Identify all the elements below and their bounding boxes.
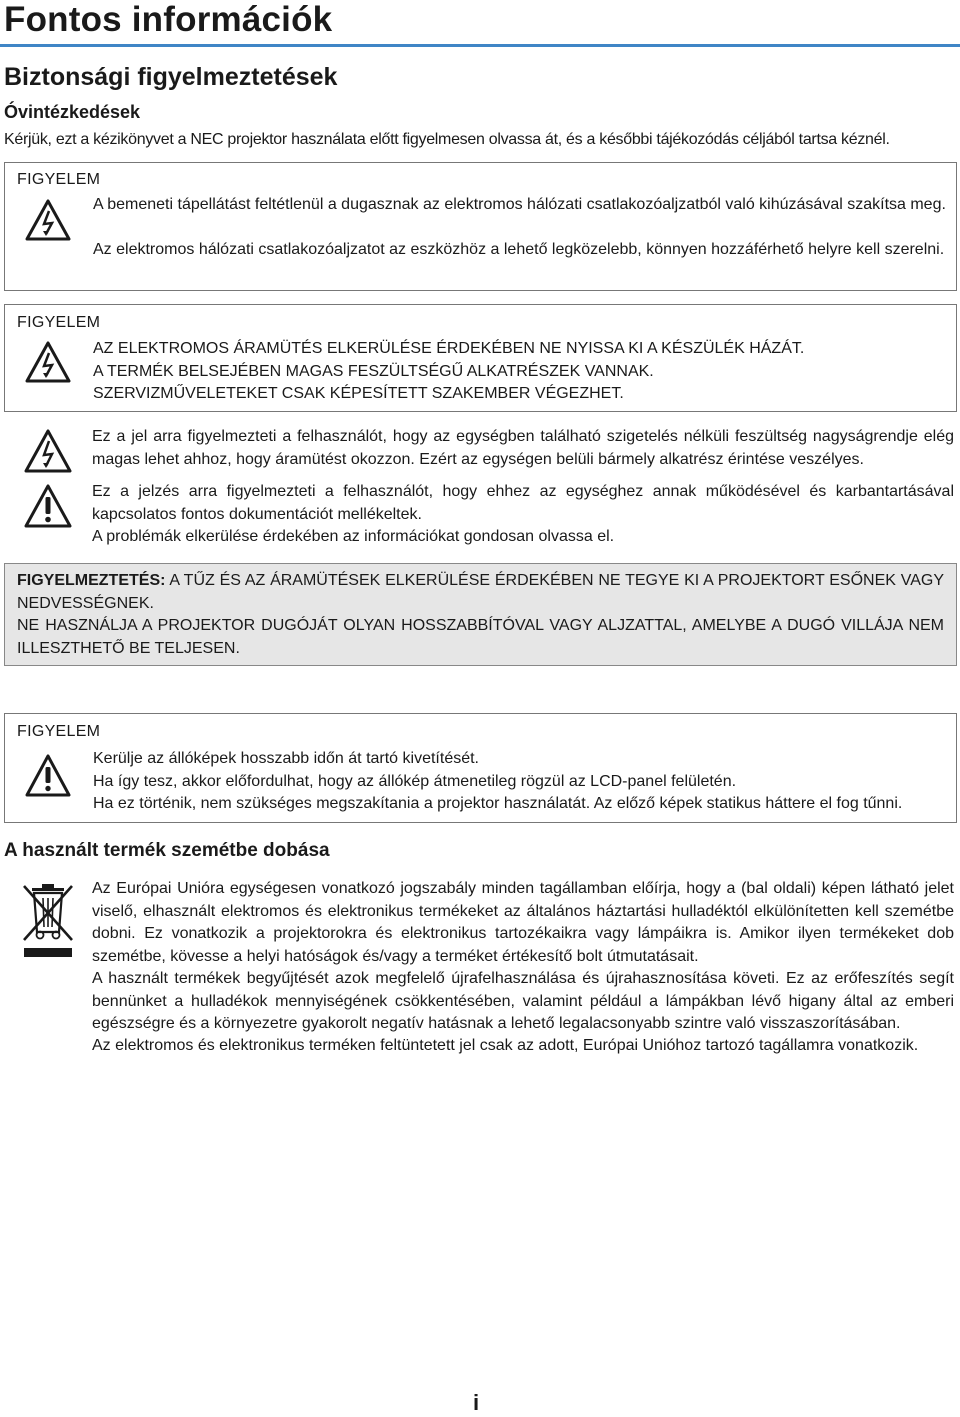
disposal-paragraph-2: A használt termékek begyűjtését azok megfelelő újrafelhasználása és újrahasznosítása követi. Ez az erőfeszítés segít bennünket a hulladékok mennyiségének csökkentésében, valamint például a lámpákban lévő higany által az emberi egészségre és a környezetre gyakorolt negatív hatásnak a lehető legalacsonyabb szintre való visszaszorításában. <box>92 970 954 1032</box>
caution-text-1: AZ ELEKTROMOS ÁRAMÜTÉS ELKERÜLÉSE ÉRDEKÉBEN NE NYISSA KI A KÉSZÜLÉK HÁZÁT. <box>93 340 805 357</box>
subsection-heading: Óvintézkedések <box>4 102 141 122</box>
exclamation-warning-icon <box>25 754 71 798</box>
caution-text-3: Ha ez történik, nem szükséges megszakítania a projektor használatát. Az előző képek statikus háttere el fog tűnni. <box>93 795 903 812</box>
fire-shock-warning-box <box>4 563 957 666</box>
disposal-heading: A használt termék szemétbe dobása <box>4 840 330 861</box>
caution-text-1: A bemeneti tápellátást feltétlenül a dugasznak az elektromos hálózati csatlakozóaljzatból való kihúzásával szakítsa meg. <box>93 196 946 213</box>
caution-text-1: Kerülje az állóképek hosszabb időn át tartó kivetítését. <box>93 750 479 767</box>
caution-text-2: Ha így tesz, akkor előfordulhat, hogy az állókép átmenetileg rögzül az LCD-panel felületén. <box>93 773 737 790</box>
caution-label: FIGYELEM <box>17 171 101 188</box>
shock-symbol-note: Ez a jel arra figyelmezteti a felhasználót, hogy az egységben található szigetelés nélküli feszültség nagyságrendje elég magas lehet ahhoz, hogy áramütést okozzon. Ezért az egységen belüli bármely alkatrész érintése veszélyes. <box>92 428 954 468</box>
caution-label: FIGYELEM <box>17 723 101 740</box>
electric-shock-warning-icon <box>25 341 71 383</box>
caution-label: FIGYELEM <box>17 314 101 331</box>
caution-text-2: A TERMÉK BELSEJÉBEN MAGAS FESZÜLTSÉGŰ ALKATRÉSZEK VANNAK. <box>93 363 654 380</box>
disposal-paragraph-1: Az Európai Unióra egységesen vonatkozó jogszabály minden tagállamban előírja, hogy a (bal oldali) képen látható jelet viselő, elhasznált elektromos és elektronikus termékeket az általános háztartási hulladéktól elkülönítetten kell szemétbe dobni. Ez vonatkozik a projektorokra és elektronikus tartozékaikra vagy lámpáikra is. Amikor ilyen termékeket dob szemétbe, kövesse a helyi hatóságok és/vagy a terméket értékesítő bolt útmutatásait. <box>92 880 954 965</box>
exclamation-warning-icon <box>24 483 72 529</box>
warning-label: FIGYELMEZTETÉS: <box>17 572 166 589</box>
intro-text: Kérjük, ezt a kézikönyvet a NEC projektor használata előtt figyelmesen olvassa át, és a későbbi tájékozódás céljából tartsa kéznél. <box>4 131 890 148</box>
warning-body: A TŰZ ÉS AZ ÁRAMÜTÉSEK ELKERÜLÉSE ÉRDEKÉBEN NE TEGYE KI A PROJEKTORT ESŐNEK VAGY NEDVESSÉGNEK. <box>17 572 944 612</box>
page-number: i <box>473 1390 480 1415</box>
weee-crossed-bin-icon <box>18 880 78 960</box>
page-title: Fontos információk <box>4 0 333 39</box>
warning-text-1 <box>17 570 944 615</box>
warning-text-2: NE HASZNÁLJA A PROJEKTOR DUGÓJÁT OLYAN HOSSZABBÍTÓVAL VAGY ALJZATTAL, AMELYBE A DUGÓ VILLÁJA NEM ILLESZTHETŐ BE TELJESEN. <box>17 617 944 657</box>
caution-box-still-image <box>4 713 957 823</box>
caution-text-3: SZERVIZMŰVELETEKET CSAK KÉPESÍTETT SZAKEMBER VÉGEZHET. <box>93 385 624 402</box>
section-heading: Biztonsági figyelmeztetések <box>4 63 338 91</box>
caution-box-shock <box>4 304 957 412</box>
caution-box-power <box>4 162 957 291</box>
attention-symbol-note-2: A problémák elkerülése érdekében az információkat gondosan olvassa el. <box>92 528 615 545</box>
title-rule <box>0 44 960 47</box>
disposal-paragraph-3: Az elektromos és elektronikus terméken feltüntetett jel csak az adott, Európai Unióhoz tartozó tagállamra vonatkozik. <box>92 1037 919 1054</box>
attention-symbol-note: Ez a jelzés arra figyelmezteti a felhasználót, hogy ehhez az egységhez annak működésével és karbantartásával kapcsolatos fontos dokumentációt mellékeltek. <box>92 483 954 523</box>
electric-shock-warning-icon <box>25 199 71 241</box>
caution-text-2: Az elektromos hálózati csatlakozóaljzatot az eszközhöz a lehető legközelebb, könnyen hozzáférhető helyre kell szerelni. <box>93 241 945 258</box>
electric-shock-warning-icon <box>24 428 72 474</box>
